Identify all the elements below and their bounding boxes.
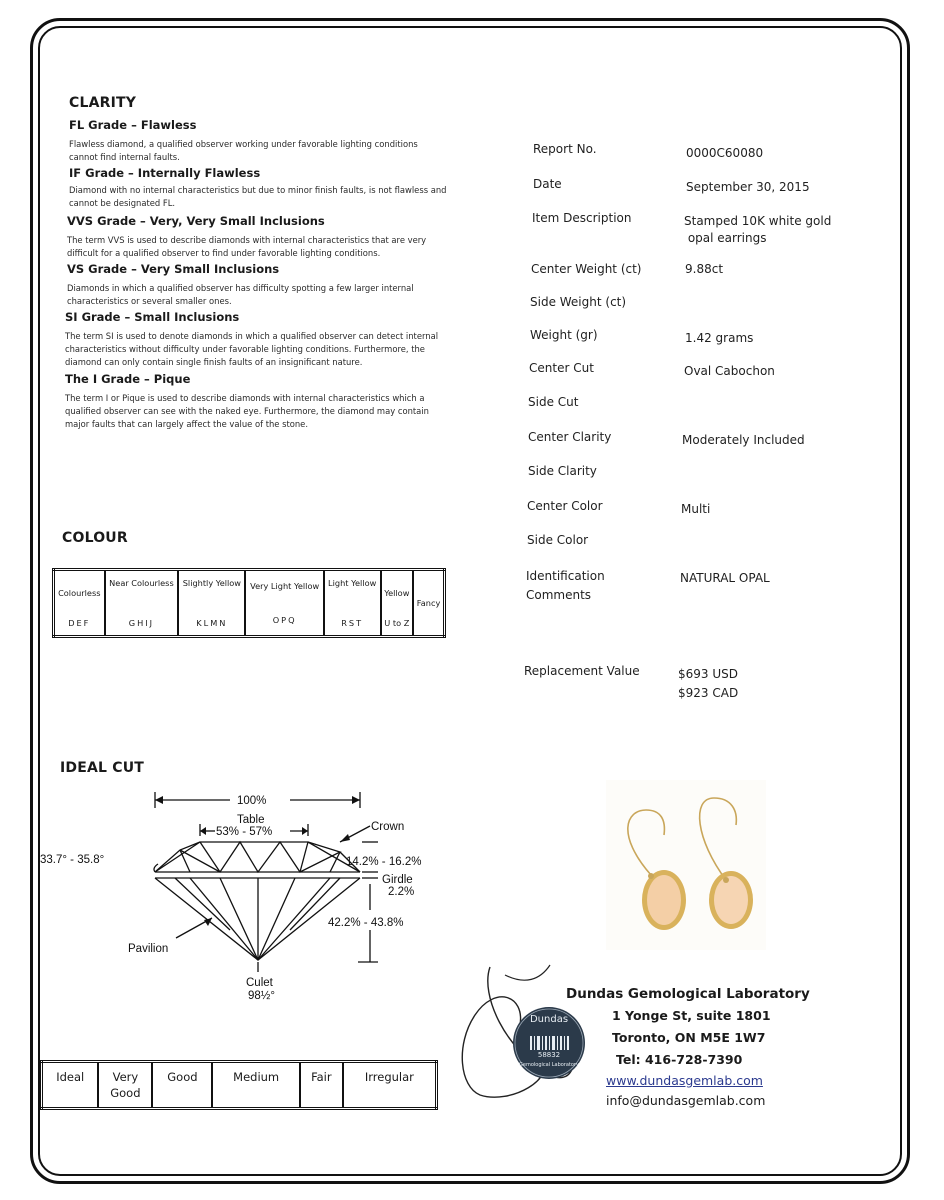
cut-grade-cell: Very Good [98, 1062, 152, 1109]
replacement-usd: $693 USD [678, 667, 738, 681]
center-clarity-value: Moderately Included [682, 433, 805, 447]
center-color-label: Center Color [527, 499, 603, 513]
center-weight-value: 9.88ct [685, 262, 724, 276]
colour-name: Slightly Yellow [182, 578, 241, 588]
diagram-culet-angle: 98½° [248, 990, 275, 1002]
lab-address-1: 1 Yonge St, suite 1801 [612, 1008, 771, 1023]
side-color-label: Side Color [527, 533, 589, 547]
seal-top-text: Dundas [529, 1014, 569, 1025]
side-clarity-label: Side Clarity [528, 464, 597, 478]
clarity-grade-title: The I Grade – Pique [65, 372, 191, 386]
center-weight-label: Center Weight (ct) [531, 262, 642, 276]
colour-code: GHIJ [128, 618, 155, 628]
diagram-pavilion-depth: 42.2% - 43.8% [328, 917, 404, 929]
identification-comments-value: NATURAL OPAL [680, 571, 770, 585]
clarity-grade-title: IF Grade – Internally Flawless [69, 166, 261, 180]
diagram-table-label: Table [237, 814, 265, 826]
colour-cell [105, 570, 179, 637]
diagram-crown-label: Crown [371, 821, 405, 833]
ideal-cut-title: IDEAL CUT [60, 760, 145, 776]
cut-grade-cell: Fair [300, 1062, 343, 1109]
diamond-proportions-diagram [40, 780, 460, 1010]
colour-name: Colourless [58, 588, 101, 598]
colour-name: Very Light Yellow [250, 581, 320, 591]
colour-name: Fancy [416, 598, 441, 608]
center-cut-value: Oval Cabochon [684, 364, 775, 378]
clarity-grade-desc: The term I or Pique is used to describe diamonds with internal characteristics which a qualified observer can see with the naked eye. Furthermore, the diamond may contain major faults that can largely affect the value of the stone. [65, 393, 429, 429]
colour-title: COLOUR [62, 530, 128, 546]
weight-gr-label: Weight (gr) [530, 328, 598, 342]
clarity-grade-desc: The term SI is used to denote diamonds in which a qualified observer can detect internal characteristics without difficulty under favorable lighting conditions. Furthermore, the diamond can only contain single finish faults of an insignificant nature. [65, 331, 439, 367]
item-description-value: Stamped 10K white gold opal earrings [684, 214, 832, 245]
colour-code: RST [341, 618, 364, 628]
diagram-table-range: 53% - 57% [216, 826, 273, 838]
report-no-label: Report No. [533, 142, 597, 156]
colour-name: Near Colourless [109, 578, 174, 588]
lab-name: Dundas Gemological Laboratory [566, 986, 810, 1002]
center-cut-label: Center Cut [529, 361, 594, 375]
lab-website-link[interactable]: www.dundasgemlab.com [606, 1073, 763, 1088]
replacement-cad: $923 CAD [678, 686, 739, 700]
side-weight-label: Side Weight (ct) [530, 295, 627, 309]
colour-cell [178, 570, 245, 637]
diagram-crown-angle: 33.7° - 35.8° [40, 854, 105, 866]
colour-cell [245, 570, 323, 637]
cut-grade-cell: Good [152, 1062, 212, 1109]
cut-grade-table [40, 1060, 438, 1110]
colour-cell [54, 570, 105, 637]
colour-code: U to Z [384, 618, 410, 628]
seal-number: 58832 [537, 1051, 561, 1059]
replacement-value-label: Replacement Value [524, 664, 640, 678]
clarity-grade-desc: Diamond with no internal characteristics but due to minor finish faults, is not flawless and cannot be designated FL. [69, 185, 447, 208]
cut-grade-cell: Medium [212, 1062, 299, 1109]
colour-scale-table [52, 568, 446, 638]
diagram-girdle-pct: 2.2% [388, 886, 415, 898]
clarity-grade-title: VS Grade – Very Small Inclusions [67, 262, 280, 276]
report-details [526, 0, 906, 720]
cut-grade-cell: Ideal [42, 1062, 99, 1109]
weight-gr-value: 1.42 grams [685, 331, 754, 345]
clarity-title: CLARITY [69, 95, 137, 111]
diagram-pavilion-label: Pavilion [128, 943, 169, 955]
clarity-grade-title: FL Grade – Flawless [69, 118, 197, 132]
earrings-photo [606, 780, 766, 950]
clarity-grade-desc: The term VVS is used to describe diamonds with internal characteristics that are very difficult for a qualified observer to find under favorable lighting conditions. [67, 235, 427, 258]
item-description-label: Item Description [532, 211, 632, 225]
colour-code: OPQ [272, 615, 297, 625]
clarity-grade-title: VVS Grade – Very, Very Small Inclusions [67, 214, 325, 228]
colour-cell [413, 570, 444, 637]
center-clarity-label: Center Clarity [528, 430, 612, 444]
colour-cell [381, 570, 414, 637]
center-color-value: Multi [681, 502, 711, 516]
cut-grade-cell: Irregular [343, 1062, 437, 1109]
clarity-grade-desc: Flawless diamond, a qualified observer working under favorable lighting conditions cannot find internal faults. [69, 139, 418, 162]
colour-name: Yellow [384, 588, 410, 598]
diagram-girdle-label: Girdle [382, 874, 413, 886]
colour-cell [324, 570, 381, 637]
diagram-width-label: 100% [237, 795, 267, 807]
diagram-crown-height: 14.2% - 16.2% [346, 856, 422, 868]
lab-seal [512, 1006, 586, 1080]
lab-email: info@dundasgemlab.com [606, 1093, 766, 1108]
lab-phone: Tel: 416-728-7390 [616, 1052, 743, 1067]
clarity-grade-title: SI Grade – Small Inclusions [65, 310, 240, 324]
colour-code: KLMN [196, 618, 228, 628]
clarity-grade-desc: Diamonds in which a qualified observer has difficulty spotting a few larger internal characteristics or several smaller ones. [67, 283, 414, 306]
identification-comments-label: Identification Comments [526, 569, 605, 602]
colour-code: DEF [68, 618, 91, 628]
seal-bottom-text: Gemological Laboratory [519, 1062, 579, 1068]
report-no-value: 0000C60080 [686, 146, 764, 160]
lab-address-2: Toronto, ON M5E 1W7 [612, 1030, 766, 1045]
side-cut-label: Side Cut [528, 395, 579, 409]
diagram-culet-label: Culet [246, 977, 273, 989]
date-value: September 30, 2015 [686, 180, 810, 194]
date-label: Date [533, 177, 562, 191]
colour-name: Light Yellow [328, 578, 377, 588]
